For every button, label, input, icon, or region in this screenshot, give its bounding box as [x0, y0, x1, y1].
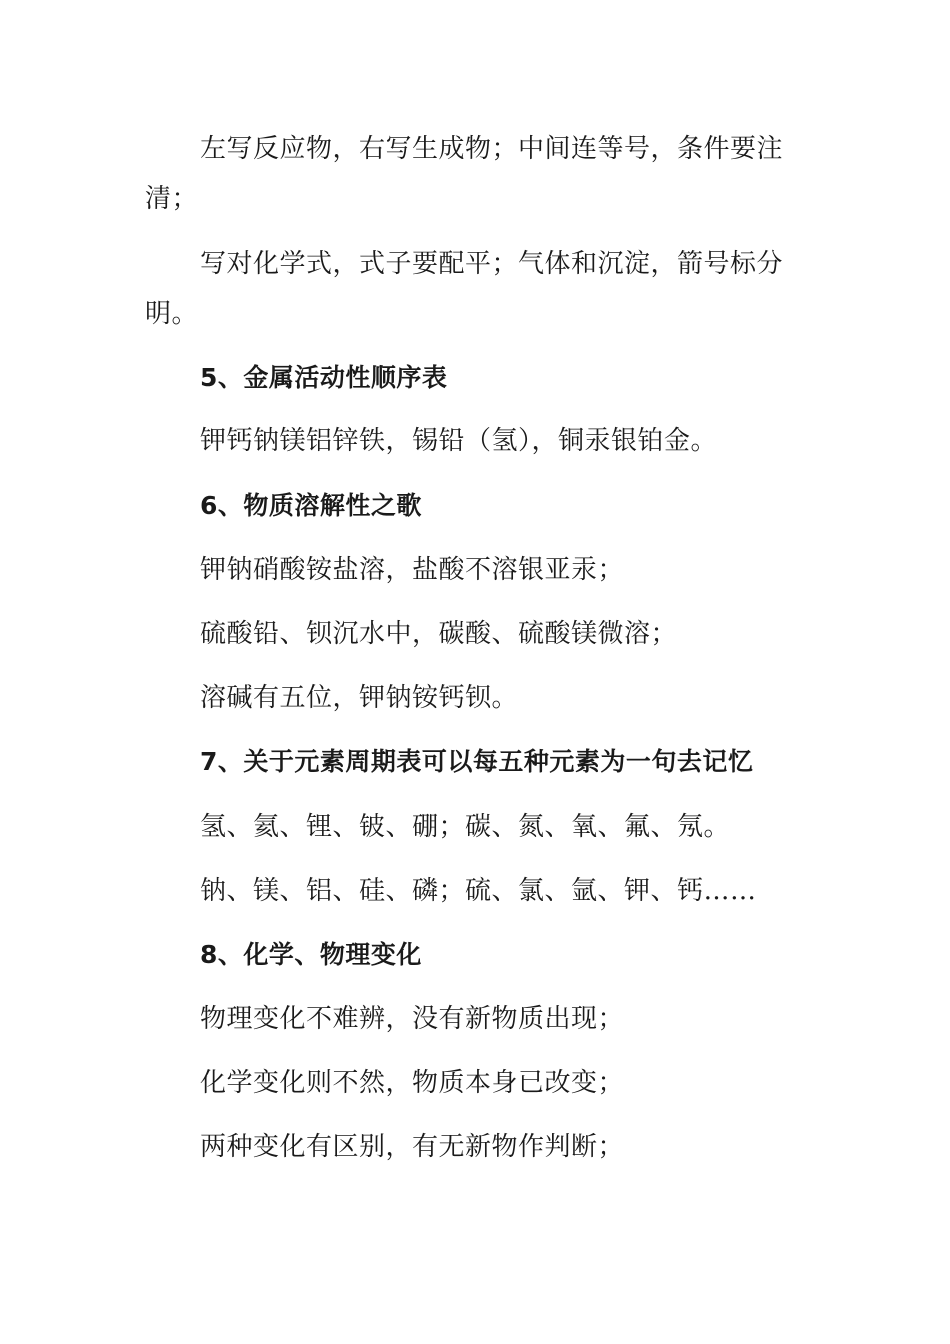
section-heading: 5、金属活动性顺序表 — [200, 363, 448, 392]
paragraph-continuation: 明。 — [145, 299, 199, 329]
paragraph-line: 两种变化有区别，有无新物作判断； — [200, 1132, 625, 1162]
section-heading: 8、化学、物理变化 — [200, 940, 422, 969]
paragraph-line: 钠、镁、铝、硅、磷；硫、氯、氩、钾、钙…… — [200, 876, 757, 906]
paragraph-line: 物理变化不难辨，没有新物质出现； — [200, 1004, 625, 1034]
paragraph-line: 左写反应物，右写生成物；中间连等号，条件要注 — [200, 134, 784, 164]
paragraph-line: 氢、氦、锂、铍、硼；碳、氮、氧、氟、氖。 — [200, 812, 731, 842]
section-heading: 6、物质溶解性之歌 — [200, 491, 422, 520]
paragraph-line: 硫酸铅、钡沉水中，碳酸、硫酸镁微溶； — [200, 619, 678, 649]
section-heading: 7、关于元素周期表可以每五种元素为一句去记忆 — [200, 747, 754, 776]
paragraph-line: 写对化学式，式子要配平；气体和沉淀，箭号标分 — [200, 249, 784, 279]
paragraph-continuation: 清； — [145, 184, 199, 214]
paragraph-line: 化学变化则不然，物质本身已改变； — [200, 1068, 625, 1098]
paragraph-line: 钾钠硝酸铵盐溶，盐酸不溶银亚汞； — [200, 555, 625, 585]
paragraph-line: 溶碱有五位，钾钠铵钙钡。 — [200, 683, 519, 713]
paragraph-line: 钾钙钠镁铝锌铁，锡铅（氢），铜汞银铂金。 — [200, 426, 718, 456]
